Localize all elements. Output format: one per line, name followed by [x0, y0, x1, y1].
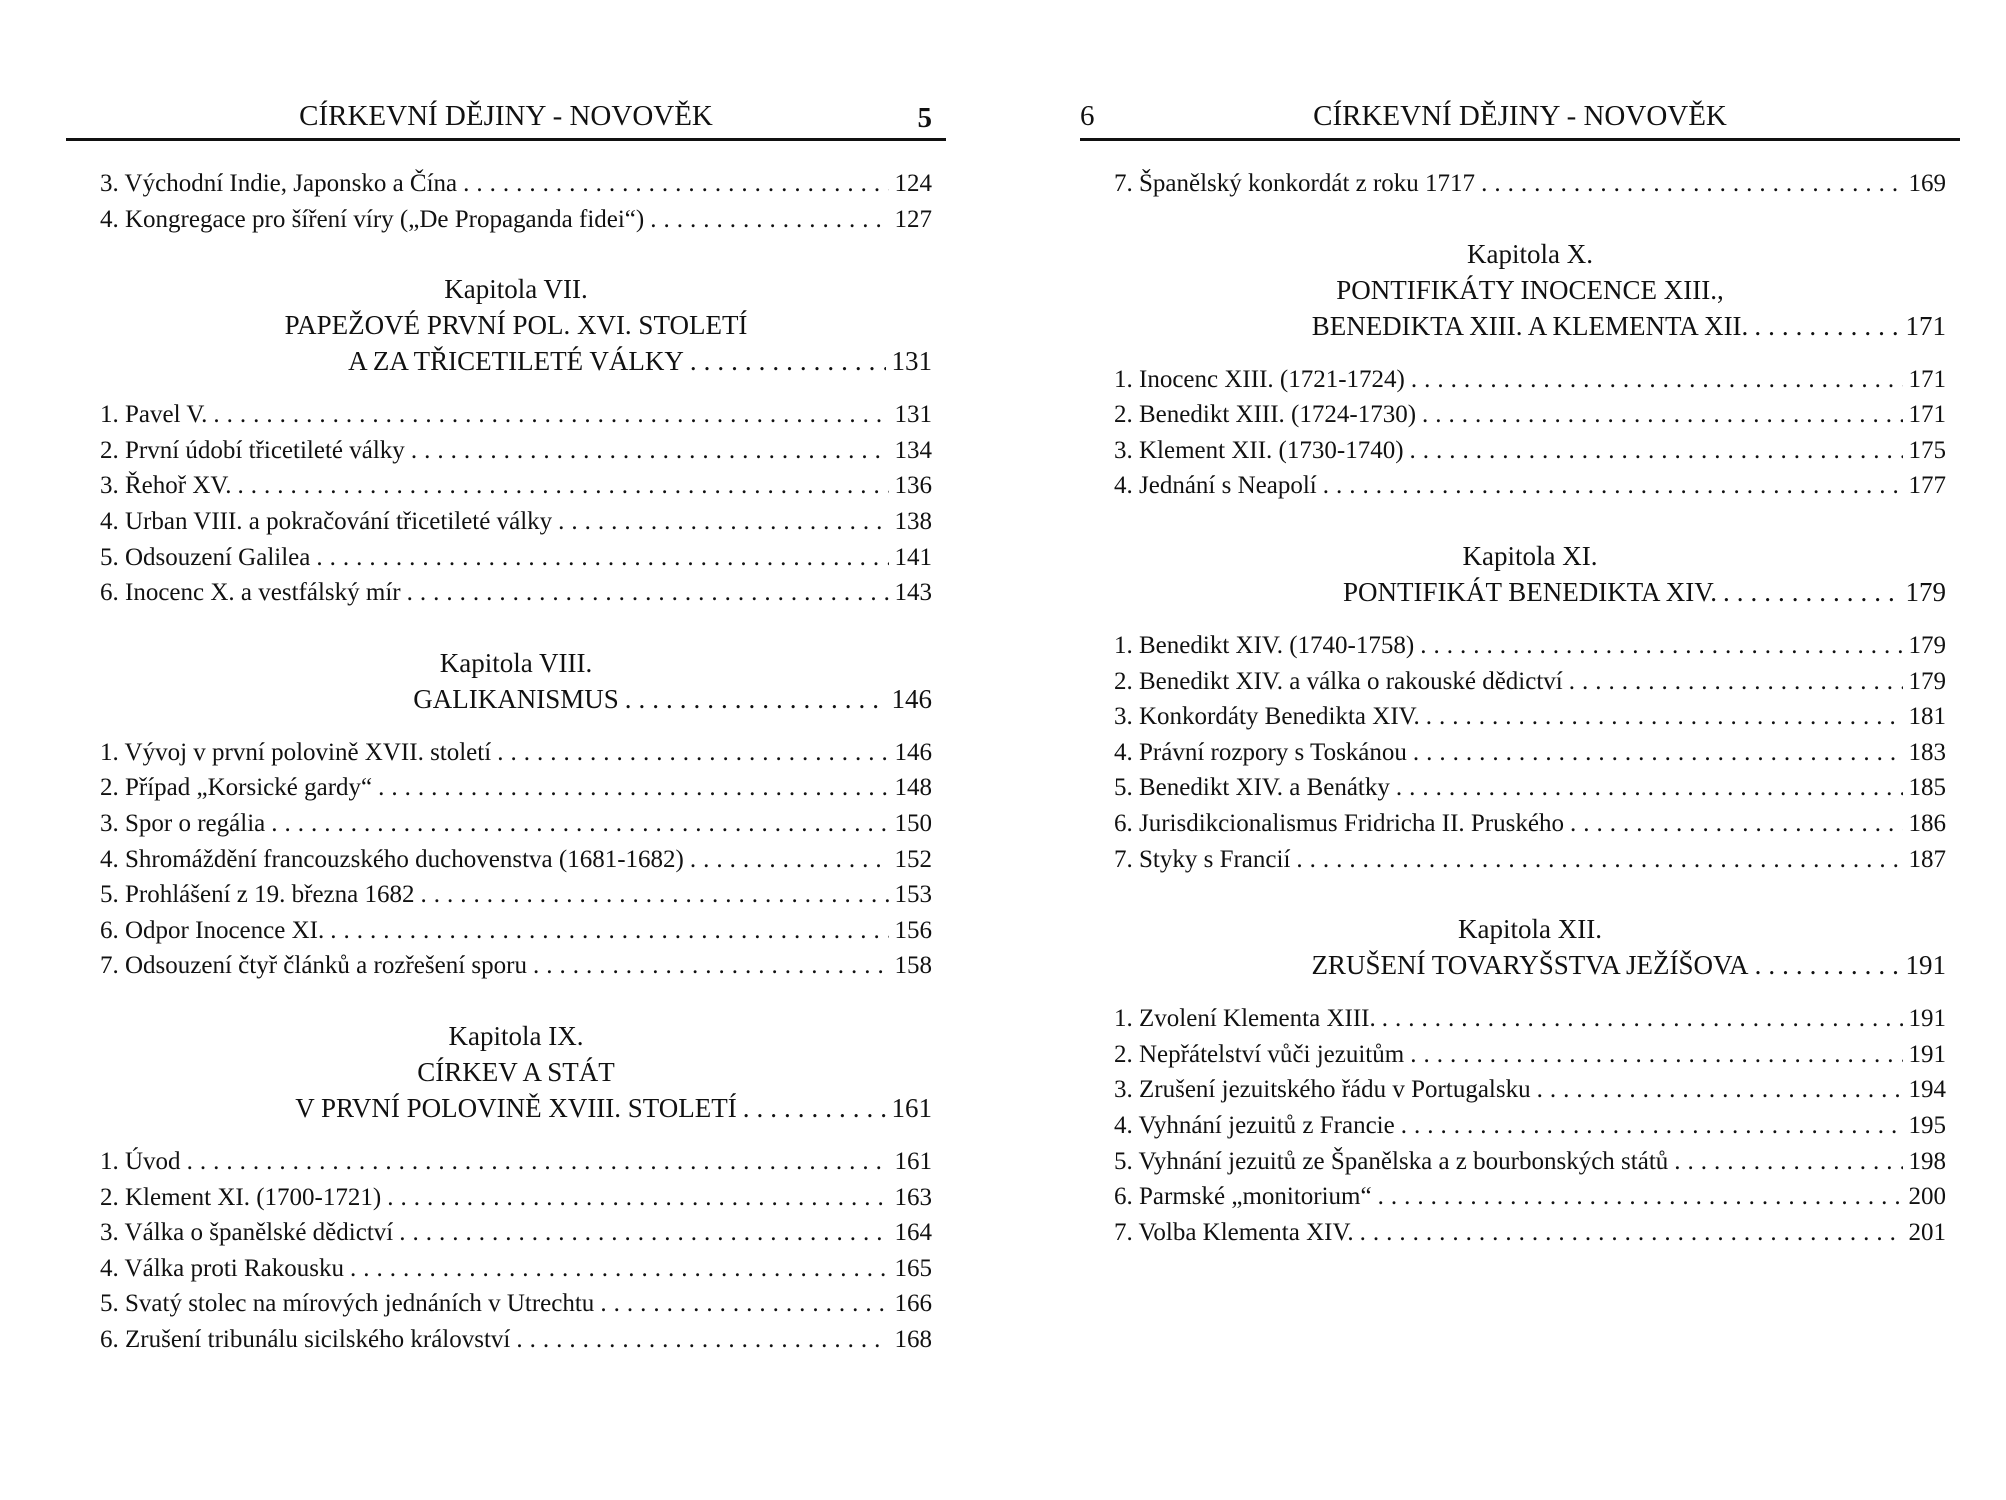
- chapter-label: Kapitola VIII.: [439, 647, 593, 678]
- dot-leader: [1674, 1144, 1902, 1180]
- entry-page: 124: [894, 170, 932, 197]
- dot-leader: [463, 166, 888, 202]
- dot-leader: [497, 735, 888, 771]
- chapter-title-row: [1114, 947, 1946, 983]
- toc-entry: [100, 770, 932, 806]
- entry-title: 2. Nepřátelství vůči jezuitům: [1114, 1040, 1405, 1068]
- toc-entry: [100, 877, 932, 913]
- chapter-page: 131: [891, 346, 932, 377]
- entry-page: 143: [894, 579, 932, 607]
- entry-title: 4. Válka proti Rakousku: [100, 1254, 344, 1282]
- entry-title: 6. Inocenc X. a vestfálský mír: [100, 579, 401, 607]
- right-page: [1080, 0, 1960, 1500]
- dot-leader: [1723, 574, 1899, 610]
- entry-title: 4. Urban VIII. a pokračování třicetileté války: [100, 507, 553, 535]
- entry-page: 175: [1908, 436, 1946, 464]
- entry-page: 146: [894, 738, 932, 766]
- chapter-heading: [1114, 911, 1946, 983]
- toc-entry: [1114, 1144, 1946, 1180]
- entry-page: 141: [894, 543, 932, 571]
- chapter-page: 179: [1905, 576, 1946, 607]
- chapter-title-row: [100, 343, 932, 379]
- dot-leader: [1755, 947, 1900, 983]
- entry-page: 152: [894, 845, 932, 873]
- toc-entry: [100, 433, 932, 469]
- toc-entry: [100, 1180, 932, 1216]
- entry-title: 6. Odpor Inocence XI.: [100, 916, 325, 944]
- page-header: [1080, 96, 1960, 141]
- entry-title: 4. Kongregace pro šíření víry („De Propaganda fidei“): [100, 205, 645, 233]
- entry-page: 138: [894, 507, 932, 535]
- dot-leader: [350, 1251, 889, 1287]
- toc-entry: [1114, 433, 1946, 469]
- chapter-title-line: PAPEŽOVÉ PRVNÍ POL. XVI. STOLETÍ: [284, 310, 748, 341]
- entry-title: 1. Inocenc XIII. (1721-1724): [1114, 365, 1405, 393]
- entry-title: 4. Shromáždění francouzského duchovenstva (1681-1682): [100, 845, 684, 873]
- toc-entry: [100, 575, 932, 611]
- toc-entry: [1114, 699, 1946, 735]
- entry-title: 2. Případ „Korsické gardy“: [100, 774, 373, 802]
- entry-title: 6. Zrušení tribunálu sicilského království: [100, 1325, 511, 1353]
- dot-leader: [690, 343, 886, 379]
- entry-title: 1. Úvod: [100, 1147, 181, 1175]
- entry-page: 187: [1908, 845, 1946, 873]
- entry-page: 169: [1908, 170, 1946, 197]
- entry-page: 131: [894, 401, 932, 429]
- chapter-title: A ZA TŘICETILETÉ VÁLKY: [348, 346, 684, 377]
- dot-leader: [213, 397, 888, 433]
- dot-leader: [600, 1286, 888, 1322]
- toc-entry: [100, 202, 932, 238]
- chapter-title-row: [1114, 308, 1946, 344]
- dot-leader: [399, 1215, 888, 1251]
- toc-entry: [100, 1215, 932, 1251]
- toc-entry: [1114, 362, 1946, 398]
- page-number: 5: [917, 102, 932, 134]
- dot-leader: [411, 433, 889, 469]
- entry-page: 179: [1908, 667, 1946, 695]
- chapter-title: PONTIFIKÁT BENEDIKTA XIV.: [1342, 576, 1718, 607]
- dot-leader: [1378, 1179, 1903, 1215]
- dot-leader: [421, 877, 889, 913]
- entry-page: 194: [1908, 1076, 1946, 1104]
- dot-leader: [187, 1144, 889, 1180]
- entry-title: 1. Vývoj v první polovině XVII. století: [100, 738, 492, 766]
- dot-leader: [316, 540, 888, 576]
- dot-leader: [1569, 664, 1903, 700]
- toc-entry: [1114, 397, 1946, 433]
- toc-entry: [100, 540, 932, 576]
- chapter-page: 171: [1905, 310, 1946, 341]
- dot-leader: [516, 1322, 888, 1358]
- entry-page: 201: [1908, 1218, 1946, 1246]
- entry-page: 164: [894, 1219, 932, 1247]
- entry-title: 2. První údobí třicetileté války: [100, 436, 405, 464]
- toc-entry: [1114, 1037, 1946, 1073]
- entry-page: 134: [894, 436, 932, 464]
- chapter-label: Kapitola IX.: [448, 1020, 584, 1051]
- entry-page: 158: [894, 952, 932, 980]
- entry-page: 198: [1908, 1147, 1946, 1175]
- dot-leader: [1410, 433, 1903, 469]
- chapter-title: ZRUŠENÍ TOVARYŠSTVA JEŽÍŠOVA: [1311, 950, 1749, 981]
- dot-leader: [1481, 166, 1902, 202]
- chapter-heading: [100, 645, 932, 717]
- dot-leader: [1360, 1215, 1903, 1251]
- toc-entry: [1114, 1108, 1946, 1144]
- header-title: CÍRKEVNÍ DĚJINY - NOVOVĚK: [299, 100, 713, 132]
- toc-entry: [1114, 842, 1946, 878]
- entry-title: 3. Zrušení jezuitského řádu v Portugalsku: [1114, 1076, 1531, 1104]
- chapter-page: 191: [1905, 950, 1946, 981]
- entry-title: 6. Parmské „monitorium“: [1114, 1183, 1372, 1211]
- toc-entry: [100, 735, 932, 771]
- chapter-title-row: [100, 1090, 932, 1126]
- dot-leader: [1420, 628, 1902, 664]
- toc-entry: [100, 842, 932, 878]
- entry-title: 7. Španělský konkordát z roku 1717: [1114, 170, 1476, 197]
- toc-entry: [1114, 770, 1946, 806]
- entry-page: 156: [894, 916, 932, 944]
- toc-entry: [1114, 735, 1946, 771]
- toc-entry: [1114, 664, 1946, 700]
- entry-title: 7. Volba Klementa XIV.: [1114, 1218, 1354, 1246]
- toc-entry: [1114, 468, 1946, 504]
- entry-page: 191: [1908, 1040, 1946, 1068]
- chapter-title: BENEDIKTA XIII. A KLEMENTA XII.: [1311, 310, 1749, 341]
- entry-page: 148: [894, 774, 932, 802]
- dot-leader: [1754, 308, 1899, 344]
- entry-title: 4. Jednání s Neapolí: [1114, 472, 1317, 500]
- toc-entry: [100, 913, 932, 949]
- entry-title: 3. Válka o španělské dědictví: [100, 1219, 394, 1247]
- dot-leader: [1401, 1108, 1903, 1144]
- dot-leader: [558, 504, 888, 540]
- entry-title: 4. Právní rozpory s Toskánou: [1114, 738, 1407, 766]
- entry-title: 5. Benedikt XIV. a Benátky: [1114, 774, 1390, 802]
- dot-leader: [1296, 842, 1902, 878]
- toc-entry: [100, 1286, 932, 1322]
- entry-page: 186: [1908, 809, 1946, 837]
- entry-page: 171: [1908, 401, 1946, 429]
- entry-title: 3. Klement XII. (1730-1740): [1114, 436, 1404, 464]
- entry-page: 150: [894, 809, 932, 837]
- chapter-label: Kapitola XI.: [1462, 540, 1598, 571]
- toc-entry: [1114, 806, 1946, 842]
- toc-entry: [1114, 1072, 1946, 1108]
- toc-entry: [100, 1251, 932, 1287]
- toc-entry: [100, 504, 932, 540]
- dot-leader: [271, 806, 888, 842]
- dot-leader: [1422, 397, 1902, 433]
- entry-title: 5. Vyhnání jezuitů ze Španělska a z bourbonských států: [1114, 1147, 1669, 1175]
- entry-page: 183: [1908, 738, 1946, 766]
- header-title: CÍRKEVNÍ DĚJINY - NOVOVĚK: [1313, 100, 1727, 132]
- chapter-heading: [100, 1018, 932, 1126]
- chapter-heading: [100, 271, 932, 379]
- dot-leader: [690, 842, 889, 878]
- dot-leader: [330, 913, 888, 949]
- toc-entry: [1114, 628, 1946, 664]
- toc-entry: [100, 1322, 932, 1358]
- entry-title: 6. Jurisdikcionalismus Fridricha II. Pruského: [1114, 809, 1564, 837]
- chapter-title-line: PONTIFIKÁTY INOCENCE XIII.,: [1336, 274, 1724, 305]
- entry-title: 7. Styky s Francií: [1114, 845, 1291, 873]
- toc-entry: [100, 1144, 932, 1180]
- dot-leader: [1411, 362, 1903, 398]
- left-page: [66, 0, 946, 1500]
- page-number: 6: [1080, 100, 1095, 132]
- toc-entry: [1114, 1179, 1946, 1215]
- chapter-page: 146: [891, 683, 932, 714]
- toc-body: [100, 166, 932, 1357]
- entry-page: 136: [894, 472, 932, 500]
- chapter-label: Kapitola X.: [1467, 238, 1593, 269]
- entry-title: 7. Odsouzení čtyř článků a rozřešení sporu: [100, 952, 527, 980]
- entry-title: 1. Pavel V.: [100, 401, 208, 429]
- entry-title: 2. Benedikt XIII. (1724-1730): [1114, 401, 1417, 429]
- entry-page: 161: [894, 1147, 932, 1175]
- dot-leader: [1396, 770, 1903, 806]
- entry-page: 165: [894, 1254, 932, 1282]
- dot-leader: [237, 468, 888, 504]
- toc-body: [1114, 166, 1946, 1250]
- toc-entry: [100, 468, 932, 504]
- entry-title: 3. Řehoř XV.: [100, 472, 232, 500]
- dot-leader: [1570, 806, 1903, 842]
- toc-entry: [1114, 1215, 1946, 1251]
- entry-page: 168: [894, 1325, 932, 1353]
- dot-leader: [1537, 1072, 1903, 1108]
- entry-title: 3. Východní Indie, Japonsko a Čína: [100, 170, 458, 197]
- dot-leader: [625, 681, 886, 717]
- chapter-label: Kapitola XII.: [1458, 914, 1602, 945]
- chapter-heading: [1114, 538, 1946, 610]
- dot-leader: [1410, 1037, 1902, 1073]
- entry-title: 2. Klement XI. (1700-1721): [100, 1183, 382, 1211]
- dot-leader: [387, 1180, 888, 1216]
- entry-page: 171: [1908, 365, 1946, 393]
- entry-page: 181: [1908, 703, 1946, 731]
- entry-title: 1. Benedikt XIV. (1740-1758): [1114, 631, 1415, 659]
- entry-page: 179: [1908, 631, 1946, 659]
- chapter-title: V PRVNÍ POLOVINĚ XVIII. STOLETÍ: [295, 1092, 737, 1123]
- dot-leader: [1426, 699, 1903, 735]
- entry-page: 153: [894, 881, 932, 909]
- toc-entry: [100, 397, 932, 433]
- toc-entry: [100, 806, 932, 842]
- dot-leader: [1413, 735, 1903, 771]
- entry-page: 185: [1908, 774, 1946, 802]
- dot-leader: [407, 575, 889, 611]
- dot-leader: [1382, 1001, 1903, 1037]
- entry-page: 195: [1908, 1111, 1946, 1139]
- chapter-page: 161: [891, 1092, 932, 1123]
- toc-entry: [100, 166, 932, 202]
- entry-title: 5. Prohlášení z 19. března 1682: [100, 881, 415, 909]
- toc-entry: [1114, 166, 1946, 202]
- entry-title: 5. Svatý stolec na mírových jednáních v Utrechtu: [100, 1290, 595, 1318]
- entry-title: 5. Odsouzení Galilea: [100, 543, 311, 571]
- entry-title: 2. Benedikt XIV. a válka o rakouské dědictví: [1114, 667, 1563, 695]
- entry-title: 1. Zvolení Klementa XIII.: [1114, 1005, 1376, 1033]
- chapter-title-row: [100, 681, 932, 717]
- entry-page: 191: [1908, 1005, 1946, 1033]
- chapter-heading: [1114, 236, 1946, 344]
- entry-page: 163: [894, 1183, 932, 1211]
- entry-page: 127: [894, 205, 932, 233]
- chapter-title-line: CÍRKEV A STÁT: [417, 1056, 615, 1087]
- toc-entry: [1114, 1001, 1946, 1037]
- dot-leader: [378, 770, 888, 806]
- dot-leader: [1323, 468, 1903, 504]
- dot-leader: [743, 1090, 886, 1126]
- entry-page: 200: [1908, 1183, 1946, 1211]
- entry-title: 3. Konkordáty Benedikta XIV.: [1114, 703, 1420, 731]
- entry-title: 4. Vyhnání jezuitů z Francie: [1114, 1111, 1395, 1139]
- entry-title: 3. Spor o regália: [100, 809, 266, 837]
- chapter-title-row: [1114, 574, 1946, 610]
- chapter-title: GALIKANISMUS: [413, 683, 619, 714]
- toc-entry: [100, 948, 932, 984]
- page-header: [66, 96, 946, 141]
- entry-page: 166: [894, 1290, 932, 1318]
- entry-page: 177: [1908, 472, 1946, 500]
- dot-leader: [650, 202, 888, 238]
- chapter-label: Kapitola VII.: [444, 274, 588, 305]
- dot-leader: [533, 948, 889, 984]
